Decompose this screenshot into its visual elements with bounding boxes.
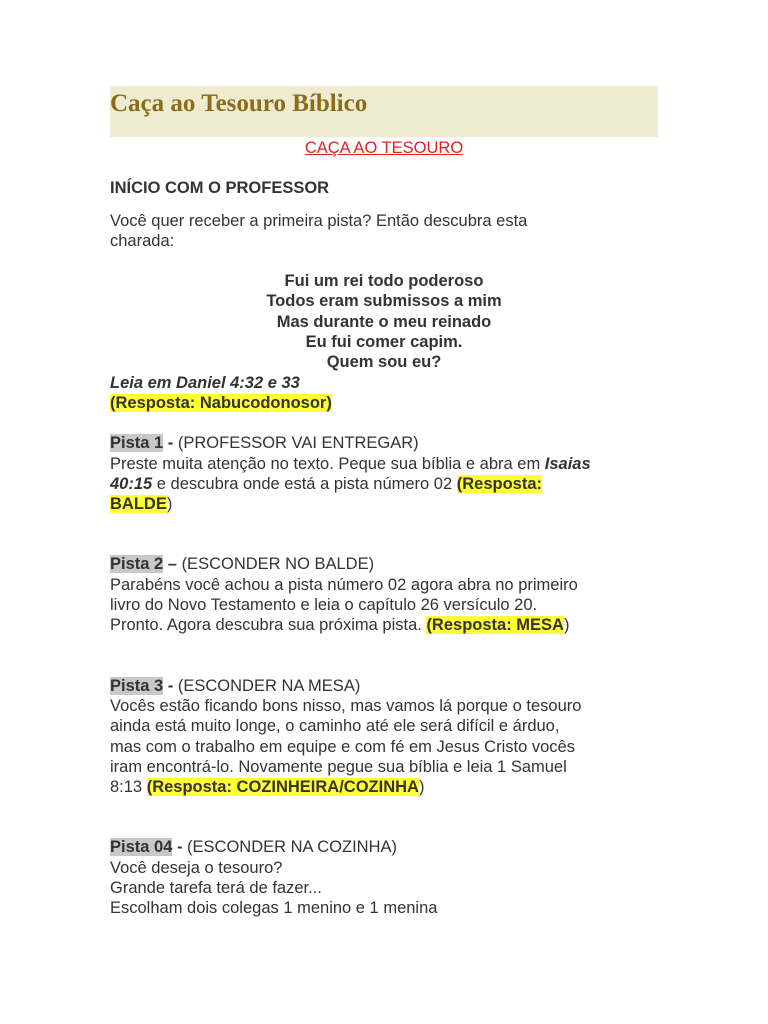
clue-close: ): [563, 616, 570, 635]
clue-text: ainda está muito longe, o caminho até ele será difícil e árduo,: [110, 717, 560, 736]
page-title: Caça ao Tesouro Bíblico: [110, 90, 368, 117]
clue-separator: -: [163, 676, 178, 695]
poem-line: Fui um rei todo poderoso: [284, 272, 484, 291]
clue-text: e descubra onde está a pista número 02: [152, 474, 457, 493]
clue-text: Grande tarefa terá de fazer...: [110, 879, 322, 898]
clue-separator: -: [163, 434, 178, 453]
clue-4: [110, 837, 670, 918]
clue-tag: Pista 3: [110, 676, 164, 695]
clue-separator: –: [163, 555, 182, 574]
clue-3: [110, 676, 670, 798]
clue-note: (PROFESSOR VAI ENTREGAR): [177, 434, 419, 453]
clue-text: Preste muita atenção no texto. Peque sua bíblia e abra em: [110, 454, 545, 473]
clue-1: [110, 433, 670, 514]
title-banner: [110, 86, 658, 137]
clue-answer: (Resposta: MESA: [426, 616, 564, 635]
clue-note: (ESCONDER NA COZINHA): [187, 838, 397, 857]
clue-text: Pronto. Agora descubra sua próxima pista.: [110, 616, 427, 635]
clue-separator: -: [172, 838, 188, 857]
clue-tag: Pista 1: [110, 434, 164, 453]
riddle-poem: [110, 271, 658, 372]
intro-paragraph: [110, 211, 670, 252]
clue-close: ): [418, 778, 425, 797]
clue-text: Você deseja o tesouro?: [110, 858, 283, 877]
poem-line: Quem sou eu?: [326, 353, 442, 372]
clue-reference-verse: 40:15: [110, 474, 153, 493]
clue-answer-word: BALDE: [110, 495, 167, 514]
clue-answer: (Resposta:: [456, 474, 543, 493]
clue-text: Vocês estão ficando bons nisso, mas vamos lá porque o tesouro: [110, 696, 582, 715]
clue-tag: Pista 2: [110, 555, 164, 574]
clue-text: Escolham dois colegas 1 menino e 1 menina: [110, 899, 438, 918]
poem-line: Eu fui comer capim.: [305, 333, 463, 352]
clue-answer: (Resposta: COZINHEIRA/COZINHA: [146, 778, 419, 797]
clue-note: (ESCONDER NA MESA): [177, 676, 361, 695]
poem-line: Mas durante o meu reinado: [276, 312, 492, 331]
document-body: [110, 136, 670, 919]
clue-text: livro do Novo Testamento e leia o capítulo 26 versículo 20.: [110, 596, 538, 615]
riddle-reference-block: [110, 373, 670, 414]
document-subtitle: CAÇA AO TESOURO: [304, 139, 464, 157]
clue-reference: Isaias: [544, 454, 591, 473]
intro-line: charada:: [110, 231, 175, 250]
clue-2: [110, 554, 670, 635]
clue-note: (ESCONDER NO BALDE): [181, 555, 375, 574]
clue-text: mas com o trabalho em equipe e com fé em Jesus Cristo vocês: [110, 737, 575, 756]
clue-text: 8:13: [110, 778, 147, 797]
clue-close: ): [166, 495, 173, 514]
clue-text: Parabéns você achou a pista número 02 agora abra no primeiro: [110, 575, 578, 594]
poem-line: Todos eram submissos a mim: [266, 292, 502, 311]
section-heading: INÍCIO COM O PROFESSOR: [110, 179, 330, 198]
clue-tag: Pista 04: [110, 838, 173, 857]
intro-line: Você quer receber a primeira pista? Então descubra esta: [110, 211, 528, 230]
clue-text: iram encontrá-lo. Novamente pegue sua bíblia e leia 1 Samuel: [110, 757, 567, 776]
riddle-reference: Leia em Daniel 4:32 e 33: [110, 373, 300, 392]
riddle-answer: (Resposta: Nabucodonosor): [110, 393, 332, 412]
